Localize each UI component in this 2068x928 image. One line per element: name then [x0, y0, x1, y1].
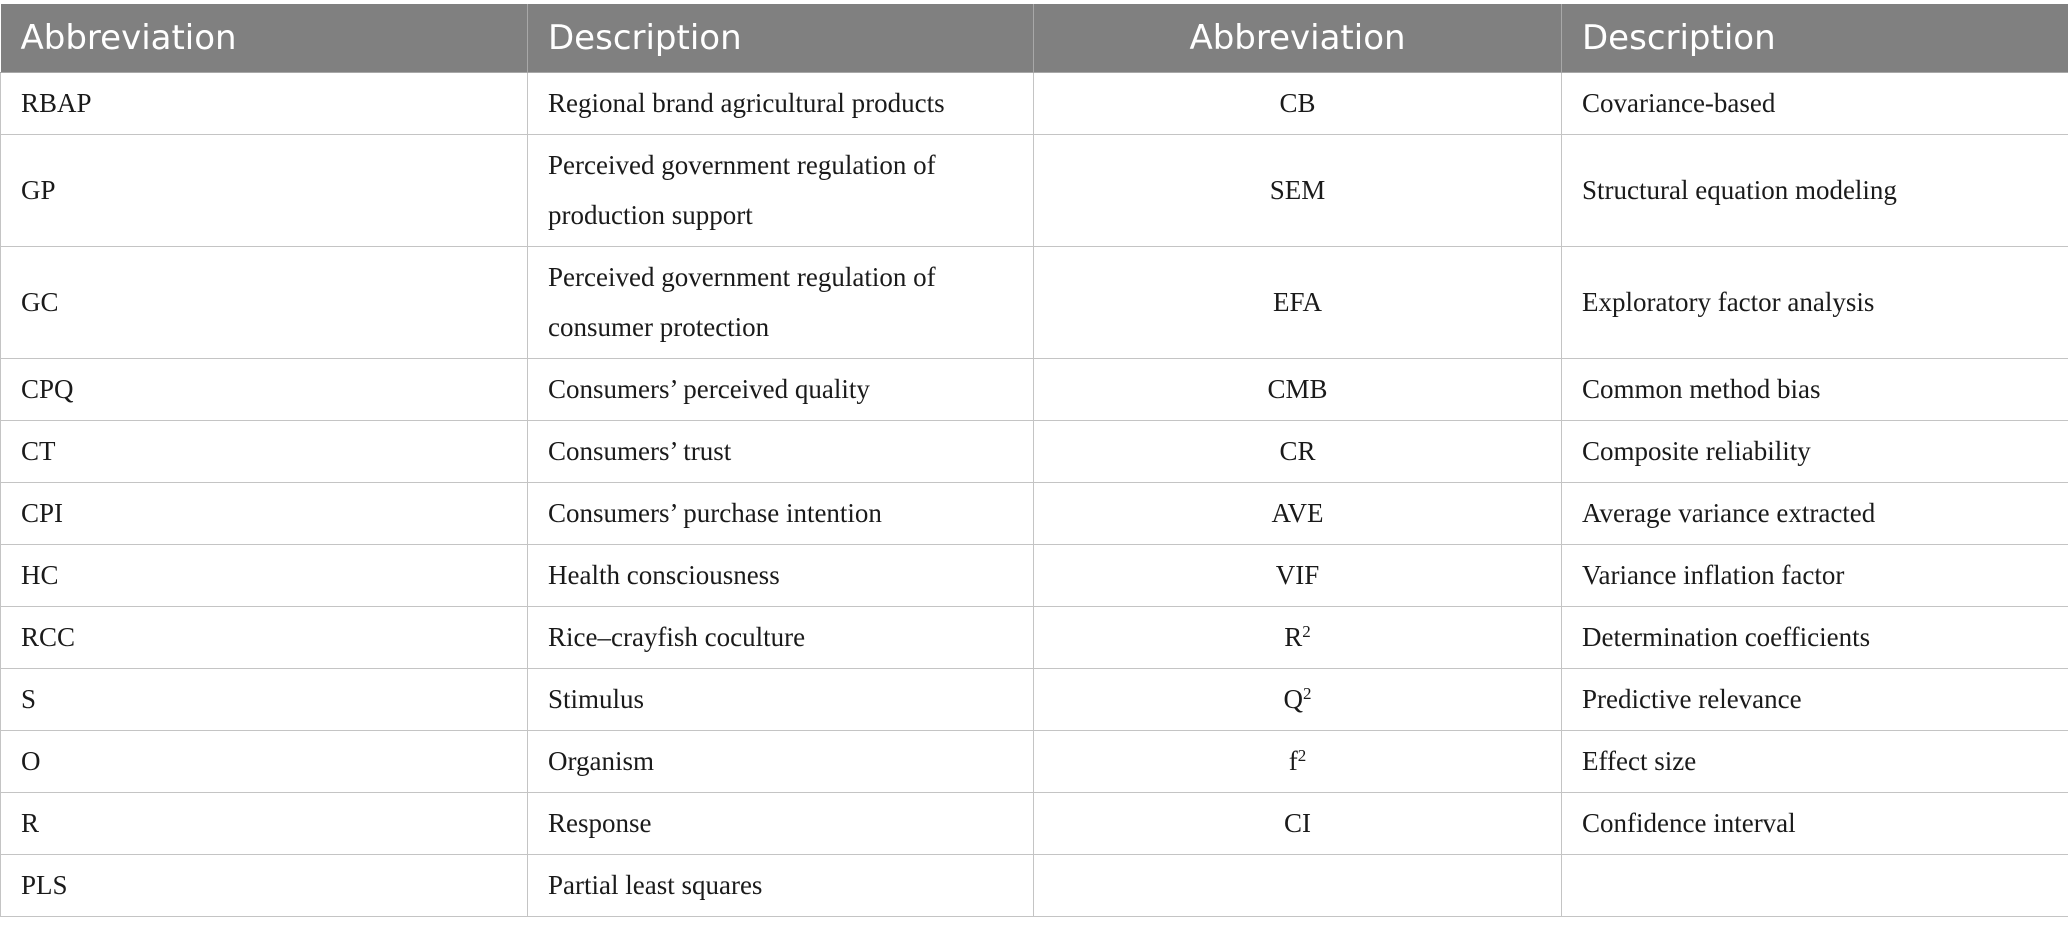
- abbreviation-cell: CT: [1, 420, 528, 482]
- description-cell: Composite reliability: [1562, 420, 2068, 482]
- description-cell: Effect size: [1562, 730, 2068, 792]
- header-description-left: Description: [528, 4, 1034, 72]
- description-line: consumer protection: [548, 312, 770, 342]
- abbreviation-cell: [1034, 134, 1562, 246]
- table-row: [1, 482, 2068, 544]
- description-cell: [528, 134, 1034, 246]
- abbreviation-text: AVE: [1271, 498, 1324, 528]
- table-row: [1, 544, 2068, 606]
- description-cell: Rice–crayfish coculture: [528, 606, 1034, 668]
- abbreviation-cell: GC: [1, 246, 528, 358]
- abbreviation-cell: [1034, 668, 1562, 730]
- abbreviation-text: CB: [1279, 88, 1316, 118]
- abbreviation-cell: GP: [1, 134, 528, 246]
- abbreviation-cell: [1034, 730, 1562, 792]
- description-cell: Predictive relevance: [1562, 668, 2068, 730]
- description-cell: Consumers’ purchase intention: [528, 482, 1034, 544]
- description-cell: Variance inflation factor: [1562, 544, 2068, 606]
- description-cell: [1562, 854, 2068, 916]
- description-cell: Stimulus: [528, 668, 1034, 730]
- description-cell: Organism: [528, 730, 1034, 792]
- superscript: 2: [1297, 746, 1307, 765]
- abbreviation-cell: PLS: [1, 854, 528, 916]
- table-row: [1, 730, 2068, 792]
- header-abbreviation-right: Abbreviation: [1034, 4, 1562, 72]
- table-row: [1, 668, 2068, 730]
- description-cell: Covariance-based: [1562, 72, 2068, 134]
- description-cell: Consumers’ perceived quality: [528, 358, 1034, 420]
- table-body: [1, 72, 2068, 916]
- abbreviation-text: VIF: [1275, 560, 1320, 590]
- abbreviation-table: [0, 4, 2068, 917]
- description-line: production support: [548, 200, 753, 230]
- abbreviation-cell: CPI: [1, 482, 528, 544]
- description-cell: Confidence interval: [1562, 792, 2068, 854]
- abbreviation-cell: O: [1, 730, 528, 792]
- abbreviation-cell: [1034, 72, 1562, 134]
- abbreviation-cell: S: [1, 668, 528, 730]
- header-row: [1, 4, 2068, 72]
- description-cell: Structural equation modeling: [1562, 134, 2068, 246]
- abbreviation-text: EFA: [1272, 287, 1322, 317]
- table-row: [1, 246, 2068, 358]
- description-cell: Regional brand agricultural products: [528, 72, 1034, 134]
- table-row: [1, 72, 2068, 134]
- table-header: [1, 4, 2068, 72]
- abbreviation-text: R: [1284, 622, 1303, 652]
- abbreviation-cell: [1034, 606, 1562, 668]
- description-cell: Average variance extracted: [1562, 482, 2068, 544]
- abbreviation-cell: [1034, 854, 1562, 916]
- table-row: [1, 606, 2068, 668]
- header-abbreviation-left: Abbreviation: [1, 4, 528, 72]
- header-description-right: Description: [1562, 4, 2068, 72]
- description-cell: Exploratory factor analysis: [1562, 246, 2068, 358]
- description-line: Perceived government regulation of: [548, 262, 936, 292]
- description-cell: Response: [528, 792, 1034, 854]
- table-row: [1, 854, 2068, 916]
- abbreviation-cell: HC: [1, 544, 528, 606]
- abbreviation-cell: [1034, 246, 1562, 358]
- table-row: [1, 358, 2068, 420]
- superscript: 2: [1303, 684, 1312, 703]
- abbreviation-cell: [1034, 792, 1562, 854]
- description-cell: Health consciousness: [528, 544, 1034, 606]
- abbreviation-cell: R: [1, 792, 528, 854]
- abbreviation-table-container: [0, 4, 2068, 917]
- abbreviation-text: CI: [1284, 808, 1311, 838]
- abbreviation-cell: RCC: [1, 606, 528, 668]
- table-row: [1, 792, 2068, 854]
- abbreviation-text: CMB: [1267, 374, 1328, 404]
- description-cell: Consumers’ trust: [528, 420, 1034, 482]
- description-cell: Determination coefficients: [1562, 606, 2068, 668]
- abbreviation-cell: [1034, 544, 1562, 606]
- abbreviation-cell: [1034, 358, 1562, 420]
- table-row: [1, 420, 2068, 482]
- description-cell: Partial least squares: [528, 854, 1034, 916]
- description-cell: [528, 246, 1034, 358]
- table-row: [1, 134, 2068, 246]
- description-line: Perceived government regulation of: [548, 150, 936, 180]
- superscript: 2: [1302, 622, 1311, 641]
- abbreviation-text: Q: [1283, 684, 1303, 714]
- description-cell: Common method bias: [1562, 358, 2068, 420]
- abbreviation-cell: [1034, 420, 1562, 482]
- abbreviation-cell: [1034, 482, 1562, 544]
- abbreviation-text: CR: [1279, 436, 1316, 466]
- abbreviation-text: f: [1288, 746, 1298, 776]
- abbreviation-text: SEM: [1269, 175, 1326, 205]
- abbreviation-cell: RBAP: [1, 72, 528, 134]
- abbreviation-cell: CPQ: [1, 358, 528, 420]
